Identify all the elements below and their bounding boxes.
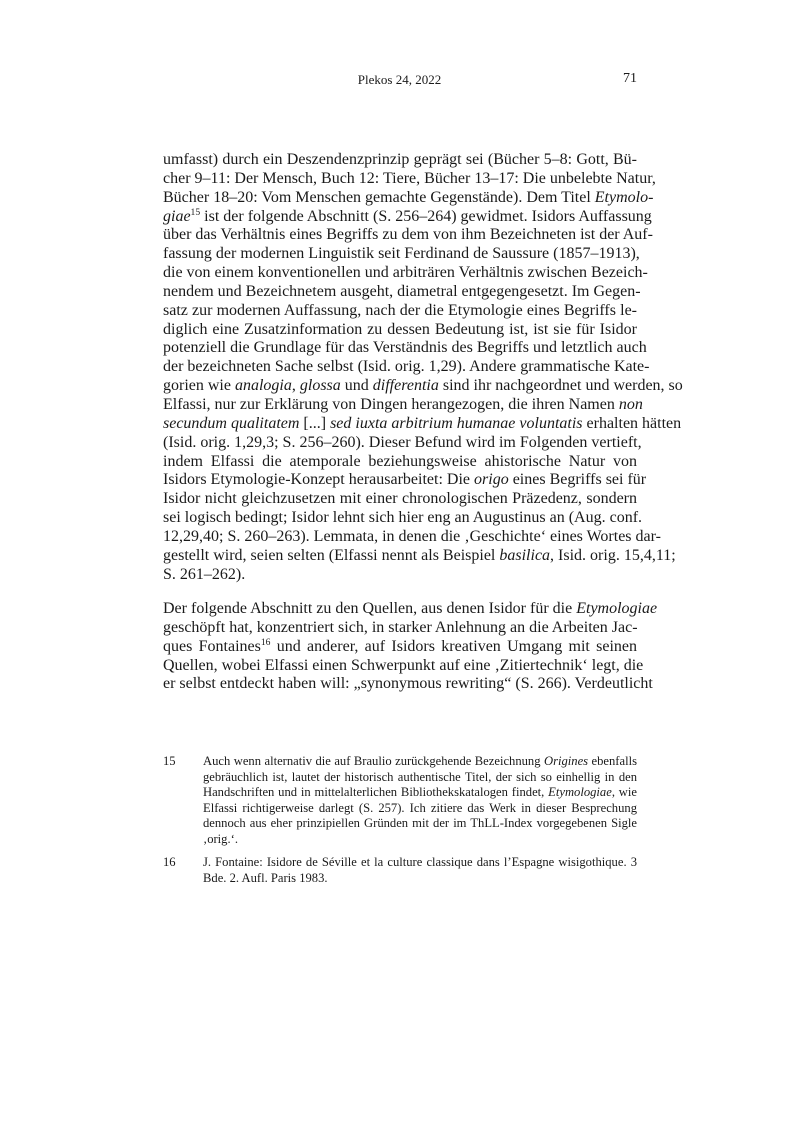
italic-text: basilica (499, 546, 551, 564)
text-line (203, 832, 637, 848)
text-segment: ist der folgende Abschnitt (S. 256–264) gewidmet. Isidors Auffassung (200, 207, 652, 225)
footnote-number: 16 (163, 855, 176, 869)
text-line (163, 282, 641, 302)
text-segment: ebenfalls (588, 754, 637, 768)
italic-text: origo (474, 471, 509, 489)
text-line (203, 871, 637, 887)
footnote-reference[interactable]: 15 (190, 206, 201, 218)
text-line (203, 754, 637, 770)
text-line (163, 206, 652, 227)
text-segment: , wie (611, 785, 637, 800)
text-line (203, 801, 637, 817)
footnote-reference[interactable]: 16 (260, 636, 271, 648)
italic-text: glossa (299, 377, 341, 395)
text-segment: Isidors Etymologie-Konzept herausarbeitet: Die (163, 471, 475, 489)
body-paragraph (163, 151, 683, 584)
text-segment: er selbst entdeckt haben will: „synonymous rewriting“ (S. 266). Verdeutlicht (163, 675, 653, 693)
italic-text: Etymologiae (576, 600, 658, 617)
text-segment: sind ihr nachgeordnet und werden, so (438, 377, 683, 395)
text-line (163, 339, 647, 358)
text-segment: S. 261–262). (163, 565, 246, 583)
text-line (163, 302, 637, 321)
text-segment: Der folgende Abschnitt zu den Quellen, aus denen Isidor für die (163, 600, 577, 617)
text-segment: cher 9–11: Der Mensch, Buch 12: Tiere, Bücher 13–17: Die unbelebte Natur, (163, 169, 656, 187)
text-segment: , Isid. orig. 15,4,11; (550, 546, 676, 564)
text-segment: Auch wenn alternativ die auf Braulio zurückgehende Bezeichnung (203, 754, 544, 768)
text-segment: der bezeichneten Sache selbst (Isid. orig. 1,29). Andere grammatische Kate- (163, 358, 650, 376)
italic-text: sed iuxta arbitrium humanae voluntatis (330, 414, 583, 432)
text-segment: geschöpft hat, konzentriert sich, in starker Anlehnung an die Arbeiten Jac- (163, 618, 638, 636)
text-line (163, 264, 648, 283)
text-line (203, 785, 637, 801)
text-line (163, 600, 658, 619)
text-line (203, 855, 637, 871)
text-segment: Elfassi, nur zur Erklärung von Dingen herangezogen, die ihren Namen (163, 395, 619, 413)
italic-text: Etymolo- (594, 188, 654, 206)
text-segment: satz zur modernen Auffassung, nach der die Etymologie eines Begriffs le- (163, 301, 637, 319)
text-line (163, 527, 661, 547)
italic-text: Etymologiae (548, 785, 612, 800)
text-line (163, 188, 654, 208)
text-line (163, 490, 637, 509)
italic-text: differentia (372, 377, 439, 395)
footnote-16 (163, 855, 637, 886)
text-line (163, 453, 637, 472)
text-segment: Bde. 2. Aufl. Paris 1983. (203, 870, 328, 885)
text-line (163, 151, 637, 170)
text-segment: umfasst) durch ein Deszendenzprinzip geprägt sei (Bücher 5–8: Gott, Bü- (163, 151, 637, 168)
text-segment: erhalten hätten (582, 414, 682, 432)
text-segment: diglich eine Zusatzinformation zu dessen Bedeutung ist, ist sie für Isidor (163, 320, 637, 338)
text-segment: nendem und Bezeichnetem ausgeht, diametral entgegengesetzt. Im Gegen- (163, 282, 641, 300)
text-segment: [...] (299, 414, 331, 432)
text-line (163, 395, 643, 415)
text-line (163, 321, 637, 340)
text-segment: , (291, 377, 300, 395)
text-line (163, 377, 683, 396)
text-segment: Isidor nicht gleichzusetzen mit einer chronologischen Präzedenz, sondern (163, 490, 637, 508)
text-segment: J. Fontaine: Isidore de Séville et la culture classique dans l’Espagne wisigothique. 3 (203, 855, 637, 869)
text-segment: 12,29,40; S. 260–263). Lemmata, in denen die ‚Geschichte‘ eines Wortes dar- (163, 527, 661, 545)
text-segment: Elfassi richtigerweise darlegt (S. 257). Ich zitiere das Werk in dieser Besprechung (203, 800, 637, 815)
text-segment: ques Fontaines (163, 637, 261, 655)
body-paragraph (163, 600, 658, 694)
text-segment: und anderer, auf Isidors kreativen Umgang mit seinen (270, 637, 638, 655)
text-segment: und (340, 377, 373, 395)
text-segment: sei logisch bedingt; Isidor lehnt sich hier eng an Augustinus an (Aug. conf. (163, 509, 643, 527)
text-segment: potenziell die Grundlage für das Verständnis des Begriffs und letztlich auch (163, 339, 647, 357)
text-line (163, 358, 650, 377)
text-line (163, 675, 653, 694)
text-segment: (Isid. orig. 1,29,3; S. 256–260). Dieser Befund wird im Folgenden vertieft, (163, 433, 642, 451)
text-segment: gestellt wird, seien selten (Elfassi nennt als Beispiel (163, 546, 500, 564)
text-line (163, 619, 637, 638)
text-line (163, 566, 637, 585)
running-header-journal: Plekos 24, 2022 (357, 72, 442, 87)
italic-text: Origines (544, 754, 589, 768)
text-segment: Quellen, wobei Elfassi einen Schwerpunkt auf eine ‚Zitiertechnik‘ legt, die (163, 656, 644, 674)
text-line (163, 169, 656, 189)
text-segment: ‚orig.‘. (203, 831, 238, 846)
page-number: 71 (623, 71, 637, 86)
text-line (163, 414, 682, 434)
text-segment: dennoch aus eher prinzipiellen Gründen mit der im ThLL-Index vorgegebenen Sigle (203, 816, 637, 831)
text-segment: über das Verhältnis eines Begriffs zu dem von ihm Bezeichneten ist der Auf- (163, 226, 653, 244)
text-line (203, 770, 637, 786)
text-segment: Bücher 18–20: Vom Menschen gemachte Gegenstände). Dem Titel (163, 188, 595, 206)
text-segment: eines Begriffs sei für (508, 471, 647, 489)
italic-text: analogia (234, 377, 292, 395)
italic-text: giae (163, 207, 191, 225)
text-line (203, 816, 637, 832)
text-line (163, 433, 642, 453)
text-line (163, 471, 647, 490)
text-line (163, 656, 644, 676)
footnote-number: 15 (163, 754, 176, 768)
text-segment: die von einem konventionellen und arbiträren Verhältnis zwischen Bezeich- (163, 264, 648, 282)
italic-text: secundum qualitatem (163, 414, 300, 432)
text-segment: Handschriften und in mittelalterlichen Bibliothekskatalogen findet, (203, 785, 549, 800)
text-line (163, 245, 640, 264)
text-line (163, 226, 653, 245)
text-line (163, 638, 637, 657)
text-segment: indem Elfassi die atemporale beziehungsweise ahistorische Natur von (163, 452, 637, 470)
text-line (163, 509, 643, 528)
text-segment: gebräuchlich ist, lautet der historisch authentische Titel, der sich so einhellig in den (203, 769, 637, 784)
text-segment: fassung der modernen Linguistik seit Ferdinand de Saussure (1857–1913), (163, 245, 640, 263)
text-segment: gorien wie (163, 377, 235, 395)
footnote-15 (163, 754, 637, 848)
italic-text: non (618, 395, 643, 413)
text-line (163, 546, 676, 566)
